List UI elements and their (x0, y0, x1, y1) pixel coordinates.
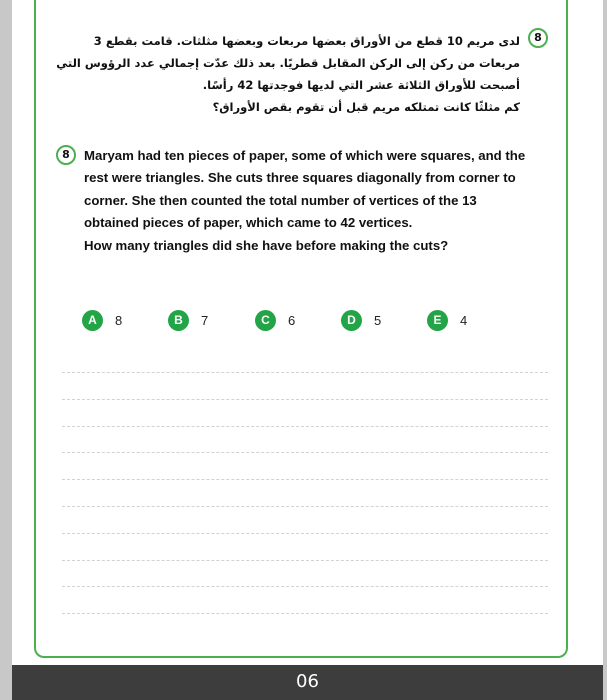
option-d-value: 5 (374, 313, 382, 328)
page-footer (12, 665, 603, 700)
writing-line (62, 452, 548, 453)
writing-line (62, 586, 548, 587)
option-e-value: 4 (460, 313, 468, 328)
option-e-letter: E (427, 310, 448, 331)
option-a-letter: A (82, 310, 103, 331)
question-text-arabic (56, 30, 520, 118)
option-b-letter: B (168, 310, 189, 331)
arabic-line: مربعات من ركن إلى الركن المقابل قطريًا. بعد ذلك عدّت إجمالي عدد الرؤوس التي (56, 56, 520, 70)
writing-line (62, 372, 548, 373)
writing-line (62, 426, 548, 427)
page-edge-left (0, 0, 12, 700)
writing-line (62, 613, 548, 614)
page-edge-right (603, 0, 607, 700)
writing-line (62, 399, 548, 400)
option-d-letter: D (341, 310, 362, 331)
writing-line (62, 479, 548, 480)
question-text-english (84, 145, 536, 257)
option-a-value: 8 (115, 313, 123, 328)
english-line: How many triangles did she have before making the cuts? (84, 237, 449, 253)
page-number: 06 (296, 671, 319, 692)
english-line: Maryam had ten pieces of paper, some of which were squares, and the (84, 148, 526, 163)
writing-line (62, 506, 548, 507)
arabic-line: كم مثلثًا كانت تمتلكه مريم قبل أن تقوم بقص الأوراق؟ (212, 100, 520, 114)
option-b-value: 7 (201, 313, 209, 328)
answer-options (82, 310, 502, 332)
arabic-line: أصبحت للأوراق الثلاثة عشر التي لديها فوجدتها 42 رأسًا. (202, 78, 520, 92)
answer-writing-area[interactable] (62, 372, 548, 640)
option-c-value: 6 (288, 313, 296, 328)
writing-line (62, 560, 548, 561)
arabic-line: لدى مريم 10 قطع من الأوراق بعضها مربعات وبعضها مثلثات. قامت بقطع 3 (93, 34, 520, 48)
option-c-letter: C (255, 310, 276, 331)
question-number-badge-arabic: 8 (528, 28, 548, 48)
writing-line (62, 533, 548, 534)
english-line: rest were triangles. She cuts three squares diagonally from corner to (84, 170, 516, 186)
english-line: obtained pieces of paper, which came to 42 vertices. (84, 215, 413, 231)
question-number-badge-english: 8 (56, 145, 76, 165)
english-line: corner. She then counted the total number of vertices of the 13 (84, 192, 477, 208)
